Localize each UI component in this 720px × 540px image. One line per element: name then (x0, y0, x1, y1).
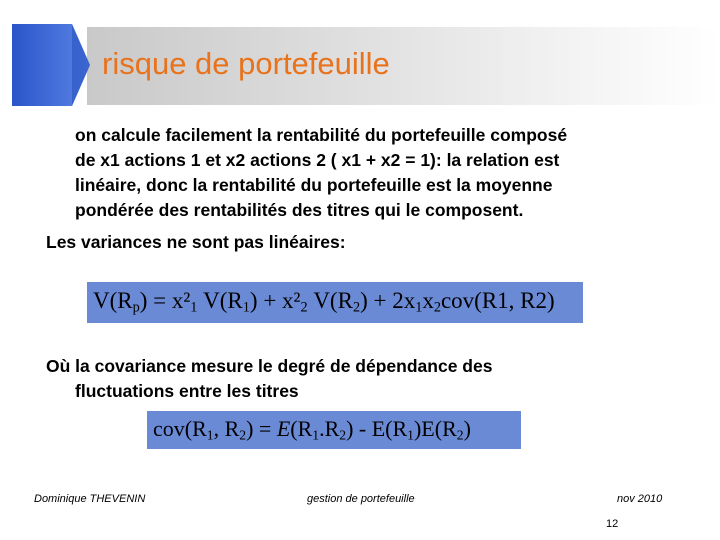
paragraph-line: linéaire, donc la rentabilité du portefeuille est la moyenne (75, 175, 553, 195)
paragraph-line: fluctuations entre les titres (75, 381, 299, 401)
paragraph-covariance (46, 354, 492, 404)
footer-date: nov 2010 (617, 493, 663, 505)
paragraph-line: on calcule facilement la rentabilité du portefeuille composé (75, 125, 568, 145)
paragraph-line: pondérée des rentabilités des titres qui le composent. (75, 200, 524, 220)
title-arrow-icon (12, 24, 90, 106)
paragraph-rentabilite (75, 123, 567, 223)
footer-author: Dominique THEVENIN (34, 493, 146, 505)
paragraph-line: Où la covariance mesure le degré de dépendance des (46, 356, 493, 376)
variance-formula: $V(R_p) = x^2_1$ $V(R_1) + x^2_2$ $V(R_2) + 2x_1x_2cov(R1$, R2) (87, 282, 583, 323)
footer-subject: gestion de portefeuille (307, 493, 415, 505)
page-number: 12 (606, 518, 619, 530)
paragraph-line: de x1 actions 1 et x2 actions 2 ( x1 + x2 = 1): la relation est (75, 150, 560, 170)
covariance-formula: $cov(R_1$, $R_2) = E(R_1.R_2) - E(R_1)E(R_2)$ (147, 411, 521, 449)
paragraph-variances: Les variances ne sont pas linéaires: (46, 232, 346, 252)
slide-title: risque de portefeuille (102, 46, 390, 81)
